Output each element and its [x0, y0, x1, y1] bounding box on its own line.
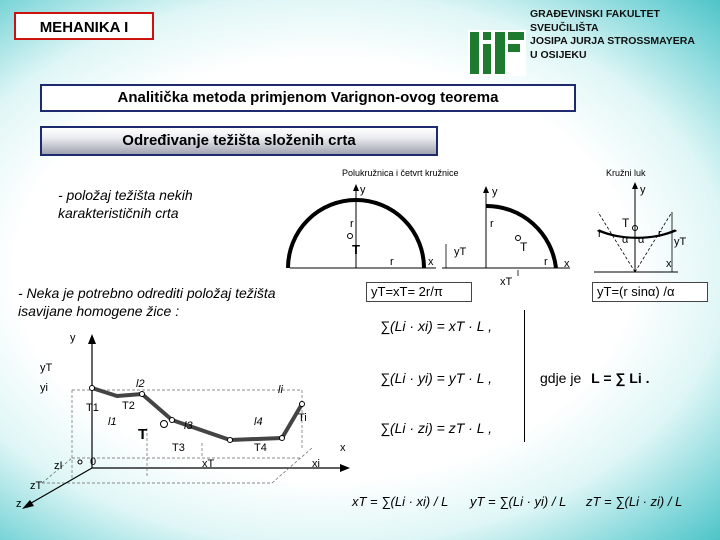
quarter-xT-label: xT	[500, 276, 513, 288]
arc-formula: yT=(r sinα) /α	[592, 282, 708, 302]
equation-text: ∑(Li · yi) = yT · L ,	[380, 370, 493, 386]
arc-T-label: T	[622, 216, 630, 230]
equation-yT: yT = ∑(Li · yi) / L	[470, 494, 567, 509]
wire-zT: zT	[30, 480, 43, 492]
quarter-yT-label: yT	[454, 246, 467, 258]
semicircle-formula: yT=xT= 2r/π	[366, 282, 472, 302]
arc-r-label: r	[598, 228, 602, 240]
wire-xT: xT	[202, 458, 215, 470]
wire-axis-z: z	[16, 498, 22, 510]
gdje-je-label: gdje je	[540, 370, 582, 386]
faculty-line: GRAĐEVINSKI FAKULTET	[530, 8, 660, 20]
equation-brace	[512, 310, 525, 442]
semicircle-title: Polukružnica i četvrt kružnice	[342, 168, 459, 178]
arc-x-label: x	[666, 258, 672, 270]
method-banner: Analitička metoda primjenom Varignon-ovog teorema	[40, 84, 576, 112]
wire-Ti: Ti	[298, 412, 307, 424]
faculty-line: SVEUČILIŠTA	[530, 21, 599, 34]
wire-T4: T4	[254, 442, 267, 454]
bullet-characteristic-lines: - položaj težišta nekih karakterističnih crta	[58, 187, 193, 221]
wire-T: T	[138, 426, 148, 443]
wire-figure	[12, 328, 362, 538]
equation-zT: zT = ∑(Li · zi) / L	[586, 494, 683, 509]
quarter-x-label: x	[564, 258, 570, 270]
quarter-r-label: r	[490, 218, 494, 230]
wire-xi: xi	[312, 458, 320, 470]
wire-yi: yi	[40, 382, 48, 394]
wire-T1: T1	[86, 402, 99, 414]
equation-xT: xT = ∑(Li · xi) / L	[352, 494, 449, 509]
semicircle-y-label: y	[360, 184, 366, 196]
wire-zI: zI	[54, 460, 63, 472]
faculty-line: JOSIPA JURJA STROSSMAYERA	[530, 35, 695, 47]
arc-yT-label: yT	[674, 236, 687, 248]
equation-text: ∑(Li · zi) = zT · L ,	[380, 420, 493, 436]
equation-text: ∑(Li · xi) = xT · L ,	[380, 318, 493, 334]
wire-l2: l2	[136, 378, 145, 390]
quarter-y-label: y	[492, 186, 498, 198]
wire-axis-x: x	[340, 442, 346, 454]
arc-alpha2-label: α	[638, 234, 645, 246]
arc-title: Kružni luk	[606, 168, 646, 178]
wire-T3: T3	[172, 442, 185, 454]
arc-figure	[588, 166, 718, 278]
wire-l3: l3	[184, 420, 193, 432]
wire-yT: yT	[40, 362, 53, 374]
quarter-T-label: T	[520, 240, 528, 254]
bullet-bent-wire: - Neka je potrebno odrediti položaj težišta isavijane homogene žice :	[18, 285, 276, 319]
arc-r2-label: r	[658, 228, 662, 240]
wire-T2: T2	[122, 400, 135, 412]
equation-sum-x	[380, 318, 492, 334]
quarter-r2-label: r	[544, 256, 548, 268]
length-definition	[540, 370, 650, 386]
topic-banner: Određivanje težišta složenih crta	[40, 126, 438, 156]
faculty-line: U OSIJEKU	[530, 48, 587, 61]
semicircle-x-label: x	[428, 256, 434, 268]
wire-origin: 0	[90, 456, 97, 468]
faculty-name	[530, 8, 695, 62]
length-sum: L = ∑ Li .	[591, 370, 650, 386]
wire-li: li	[278, 384, 283, 396]
course-title: MEHANIKA I	[14, 12, 154, 40]
semicircle-T-label: T	[352, 242, 360, 257]
semicircle-r2-label: r	[390, 256, 394, 268]
wire-l1: l1	[108, 416, 117, 428]
semicircle-figure	[280, 166, 580, 288]
equation-sum-y	[380, 370, 492, 386]
arc-alpha-label: α	[622, 234, 629, 246]
faculty-logo	[468, 30, 526, 76]
semicircle-r-label: r	[350, 218, 354, 230]
equation-sum-z	[380, 420, 492, 436]
arc-y-label: y	[640, 184, 646, 196]
wire-l4: l4	[254, 416, 263, 428]
wire-axis-y: y	[70, 332, 76, 344]
